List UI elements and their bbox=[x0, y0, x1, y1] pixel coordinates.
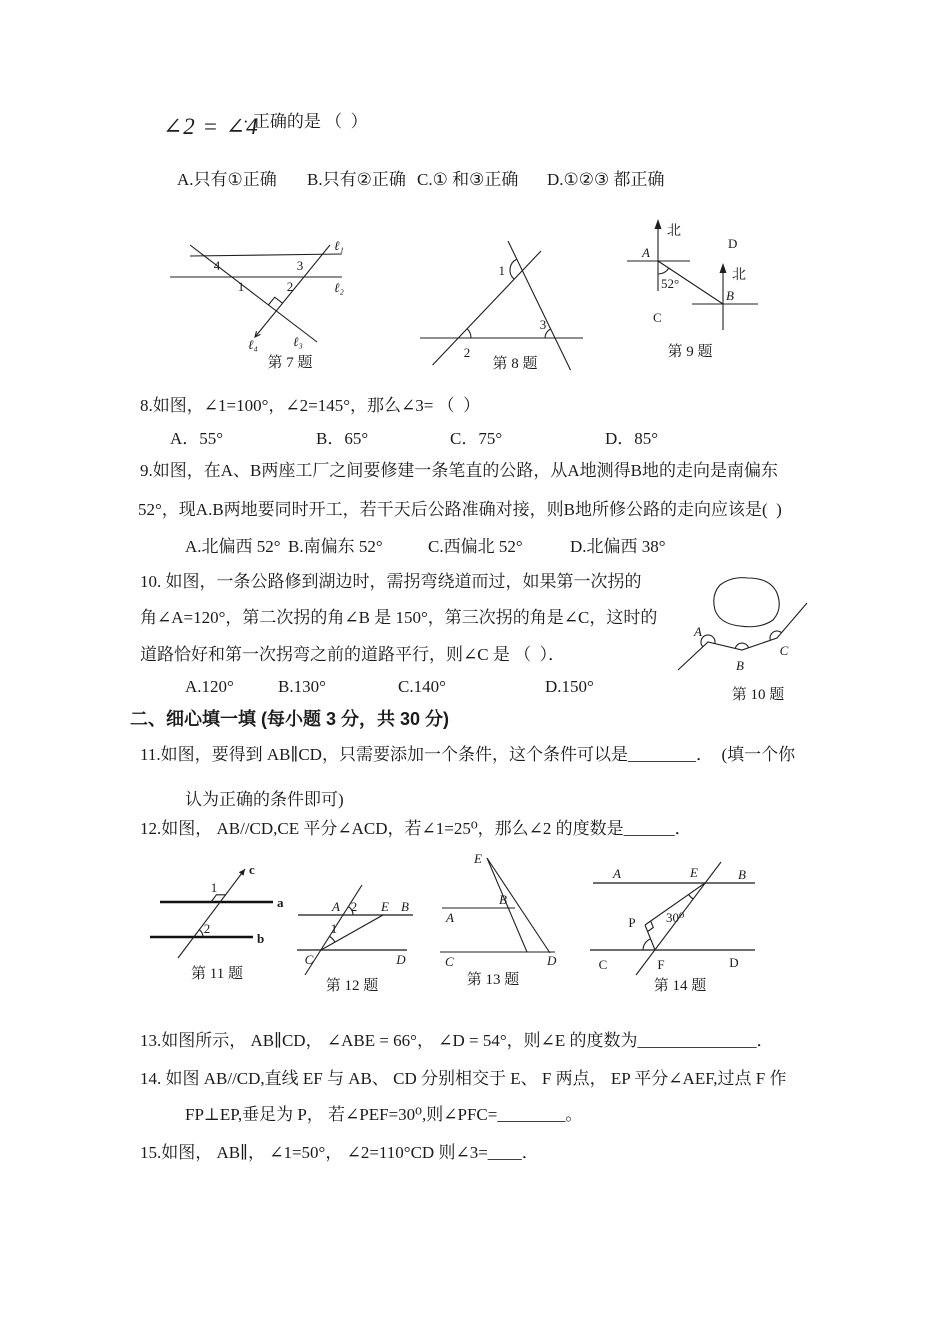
q6-stem-tail: · 正确的是 （ ） bbox=[243, 112, 368, 131]
fig7-l3-label: ℓ₃ bbox=[293, 334, 303, 349]
fig12-point-c-label: C bbox=[304, 952, 314, 967]
q10-stem-line2: 角∠A=120°，第二次拐的角∠B 是 150°，第三次拐的角是∠C，这时的 bbox=[140, 608, 658, 627]
fig9-north2-label: 北 bbox=[732, 268, 746, 283]
fig13-point-c-label: C bbox=[445, 954, 454, 969]
fig9-point-c-label: C bbox=[653, 310, 662, 325]
fig13-point-d-label: D bbox=[547, 953, 557, 968]
q8-option-d: D．85° bbox=[605, 429, 659, 448]
fig8-lines bbox=[420, 241, 583, 370]
north-arrowhead-b bbox=[720, 263, 727, 273]
figure-question-9 bbox=[625, 215, 775, 363]
fig13-point-e-label: E bbox=[474, 851, 482, 866]
q8-option-a: A．55° bbox=[170, 429, 224, 448]
fig8-angle3-label: 3 bbox=[539, 317, 547, 332]
fig14-point-p-label: P bbox=[628, 915, 636, 930]
fig12-angle1-label: 1 bbox=[330, 921, 338, 936]
figure-question-13 bbox=[435, 850, 565, 990]
q9-option-b: B.南偏东 52° bbox=[288, 537, 383, 556]
fig9-point-a-label: A bbox=[642, 245, 650, 260]
figure-question-8 bbox=[415, 225, 590, 375]
q14-stem-line2: FP⊥EP,垂足为 P， 若∠PEF=30⁰,则∠PFC=________。 bbox=[185, 1105, 583, 1124]
fig10-point-b-label: B bbox=[736, 658, 744, 673]
q11-stem-line1: 11.如图，要得到 AB∥CD，只需要添加一个条件，这个条件可以是________． (填一个你 bbox=[140, 745, 796, 764]
fig9-point-b-label: B bbox=[726, 288, 734, 303]
fig13-point-a-label: A bbox=[446, 910, 454, 925]
north-arrowhead-a bbox=[655, 219, 662, 229]
line-fp bbox=[645, 925, 655, 950]
fig11-angle2-label: 2 bbox=[203, 921, 211, 936]
figure-question-10 bbox=[670, 565, 920, 707]
fig13-point-b-label: B bbox=[499, 892, 507, 907]
q14-stem-line1: 14. 如图 AB//CD,直线 EF 与 AB、 CD 分别相交于 E、 F 两点， EP 平分∠AEF,过点 F 作 bbox=[140, 1069, 787, 1088]
q10-stem-line1: 10. 如图，一条公路修到湖边时，需拐弯绕道而过，如果第一次拐的 bbox=[140, 572, 642, 591]
fig14-point-d-label: D bbox=[729, 955, 739, 970]
fig12-caption: 第 12 题 bbox=[325, 978, 379, 994]
fig7-lines bbox=[170, 245, 342, 342]
figure-question-11 bbox=[145, 855, 285, 985]
fig9-north1-label: 北 bbox=[667, 224, 681, 239]
figure-question-14 bbox=[590, 855, 765, 997]
fig14-point-f-label: F bbox=[657, 957, 665, 972]
q6-formula: ∠2 = ∠4 bbox=[163, 114, 259, 139]
q10-option-c: C.140° bbox=[398, 677, 446, 696]
q10-stem-line3: 道路恰好和第一次拐弯之前的道路平行，则∠C 是 （ ）． bbox=[140, 645, 566, 664]
fig12-angle2-label: 2 bbox=[350, 899, 358, 914]
q13-stem: 13.如图所示， AB∥CD， ∠ABE = 66°， ∠D = 54°，则∠E 的度数为______________． bbox=[140, 1031, 774, 1050]
lake-blob bbox=[714, 578, 779, 627]
figure-question-12 bbox=[295, 880, 420, 998]
fig14-angle-30-label: 30⁰ bbox=[666, 910, 685, 925]
fig11-angle1-label: 1 bbox=[210, 880, 218, 895]
fig12-point-a-label: A bbox=[332, 899, 340, 914]
q10-option-b: B.130° bbox=[278, 677, 326, 696]
angle1-arc bbox=[510, 259, 517, 279]
fig14-point-b-label: B bbox=[738, 867, 746, 882]
fig7-l1-label: ℓ₁ bbox=[334, 238, 344, 253]
q10-option-a: A.120° bbox=[185, 677, 234, 696]
angle2-arc bbox=[467, 329, 471, 339]
figure-question-7 bbox=[150, 225, 350, 375]
q12-stem: 12.如图， AB//CD,CE 平分∠ACD，若∠1=25⁰，那么∠2 的度数是______． bbox=[140, 819, 692, 838]
q6-option-d: D.①②③ 都正确 bbox=[547, 170, 665, 189]
fig14-point-a-label: A bbox=[613, 866, 621, 881]
fig7-l2-label: ℓ₂ bbox=[334, 280, 344, 295]
right-transversal bbox=[508, 241, 571, 370]
fig13-lines bbox=[440, 858, 555, 953]
fig11-line-c-label: c bbox=[249, 862, 255, 877]
left-transversal bbox=[433, 251, 541, 365]
angle-30-arc bbox=[689, 895, 693, 900]
right-angle-mark bbox=[268, 297, 282, 305]
fig9-angle-52-label: 52° bbox=[661, 276, 680, 291]
fig7-angle2-label: 2 bbox=[286, 279, 294, 294]
fig12-point-d-label: D bbox=[396, 952, 406, 967]
angle-f-arc bbox=[643, 939, 651, 950]
fig11-caption: 第 11 题 bbox=[191, 966, 243, 982]
q15-stem: 15.如图， AB∥， ∠1=50°， ∠2=110°CD 则∠3=____． bbox=[140, 1143, 539, 1162]
fig12-point-b-label: B bbox=[401, 899, 409, 914]
q6-option-a: A.只有①正确 bbox=[177, 170, 277, 189]
fig10-caption: 第 10 题 bbox=[731, 687, 785, 703]
q6-option-b: B.只有②正确 bbox=[307, 170, 406, 189]
q9-option-d: D.北偏西 38° bbox=[570, 537, 666, 556]
fig7-caption: 第 7 题 bbox=[267, 355, 313, 371]
fig7-l4-label: ℓ₄ bbox=[248, 337, 258, 352]
fig13-caption: 第 13 题 bbox=[466, 972, 520, 988]
c-arrowhead bbox=[239, 869, 245, 876]
fig7-angle3-label: 3 bbox=[296, 258, 304, 273]
section2-heading: 二、细心填一填 (每小题 3 分，共 30 分) bbox=[130, 709, 450, 729]
angle-a-mark bbox=[701, 635, 715, 647]
q9-option-a: A.北偏西 52° bbox=[185, 537, 281, 556]
angle1-arc bbox=[330, 936, 336, 942]
fig8-angle2-label: 2 bbox=[463, 345, 471, 360]
fig9-caption: 第 9 题 bbox=[667, 344, 713, 360]
fig8-caption: 第 8 题 bbox=[492, 356, 538, 372]
q9-option-c: C.西偏北 52° bbox=[428, 537, 523, 556]
q9-stem-line1: 9.如图，在A、B两座工厂之间要修建一条笔直的公路，从A地测得B地的走向是南偏东 bbox=[140, 461, 778, 480]
fig9-point-d-label: D bbox=[728, 236, 738, 251]
angle-b-mark bbox=[735, 643, 748, 648]
q10-option-d: D.150° bbox=[545, 677, 594, 696]
fig11-line-b-label: b bbox=[257, 931, 265, 946]
fig12-point-e-label: E bbox=[381, 899, 389, 914]
fig14-point-e-label: E bbox=[690, 865, 698, 880]
q11-stem-line2: 认为正确的条件即可) bbox=[185, 790, 344, 809]
q9-stem-line2: 52°，现A.B两地要同时开工，若干天后公路准确对接，则B地所修公路的走向应该是( ) bbox=[138, 500, 782, 519]
fig11-line-a-label: a bbox=[277, 895, 284, 910]
q8-stem: 8.如图，∠1=100°，∠2=145°，那么∠3= （ ） bbox=[140, 396, 481, 415]
fig7-angle4-label: 4 bbox=[213, 258, 221, 273]
fig14-caption: 第 14 题 bbox=[653, 978, 707, 994]
fig8-angle1-label: 1 bbox=[498, 263, 505, 278]
fig14-point-c-label: C bbox=[598, 957, 608, 972]
fig10-point-a-label: A bbox=[694, 624, 702, 639]
fig10-point-c-label: C bbox=[779, 643, 789, 658]
fig7-angle1-label: 1 bbox=[237, 279, 245, 294]
angle-52-arc bbox=[658, 268, 669, 274]
parallel-line-l1 bbox=[190, 254, 342, 256]
line-e-through-b bbox=[487, 858, 527, 952]
q8-option-b: B．65° bbox=[316, 429, 369, 448]
line-e-to-d bbox=[487, 858, 550, 953]
q6-option-c: C.① 和③正确 bbox=[417, 170, 519, 189]
q8-option-c: C．75° bbox=[450, 429, 503, 448]
